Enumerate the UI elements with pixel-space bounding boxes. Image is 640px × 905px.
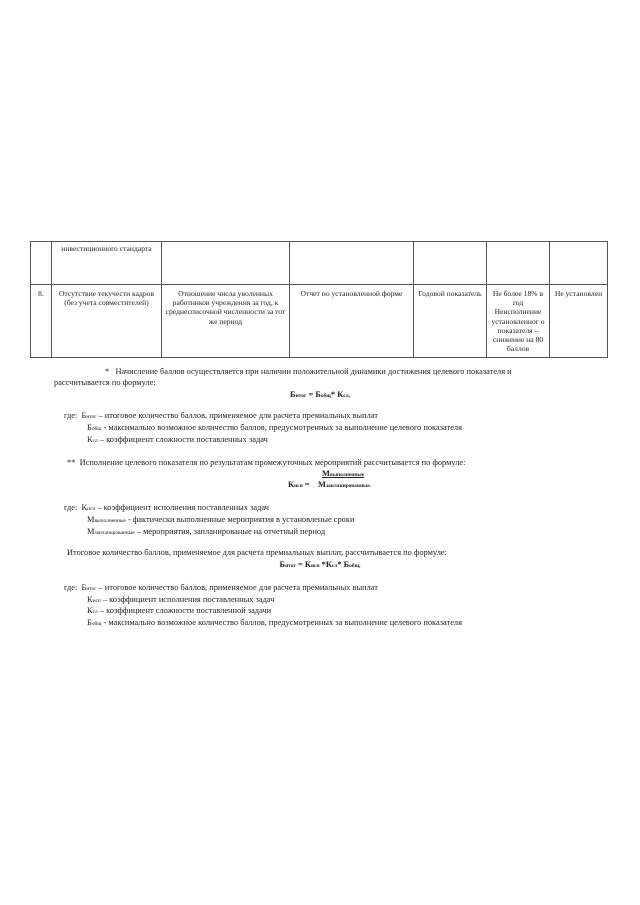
def-symbol: М <box>87 527 95 536</box>
def-text: - максимально возможное количество баллов, предусмотренных за выполнение целевого показателя <box>101 423 462 432</box>
table-row <box>31 285 608 358</box>
indicator-method: Отношение числа уволенных работников учреждения за год, к среднесписочной численности за тот же период <box>162 285 290 358</box>
table-cell <box>31 242 52 285</box>
fraction-numerator <box>322 469 364 481</box>
indicator-last: Не установлен <box>550 285 608 358</box>
def-text: – коэффициент сложности поставленных задач <box>97 435 268 444</box>
formula-sub: общ, <box>349 563 361 569</box>
note1-text: Начисление баллов осуществляется при наличии положительной динамики достижения целевого показателя и <box>115 367 512 376</box>
formula-symbol: *К <box>319 560 332 569</box>
indicator-source: Отчет по установленной форме <box>290 285 414 358</box>
table-cell <box>414 242 487 285</box>
table-cell <box>550 242 608 285</box>
def-sub: запланированные <box>94 530 135 536</box>
formula-sub: запланированные. <box>325 483 371 489</box>
row-number: 8. <box>31 285 52 358</box>
def-symbol: Б <box>87 423 92 432</box>
formula-sub: итог <box>285 563 296 569</box>
def-text: – коэффициент исполнения поставленных задач <box>95 503 269 512</box>
formula-sub: исп <box>294 483 303 489</box>
formula-symbol: * К <box>330 390 344 399</box>
def-text: – коэффициент исполнения поставленных задач <box>100 595 275 604</box>
def-sub: сл <box>92 438 98 444</box>
def-text: – итоговое количество баллов, применяемое для расчета премиальных выплат <box>96 411 378 420</box>
table-cell: инвестиционного стандарта <box>52 242 162 285</box>
where-label: где: <box>64 411 78 420</box>
def-symbol: К <box>87 606 93 615</box>
note1-line1 <box>105 367 512 378</box>
note1-def1 <box>64 411 378 423</box>
note1-def2 <box>87 423 462 435</box>
formula-symbol: = Б <box>306 390 321 399</box>
indicators-table <box>30 241 608 358</box>
def-text: - максимально возможное количество баллов, предусмотренных за выполнение целевого показателя <box>101 618 462 627</box>
formula-symbol: * Б <box>337 560 350 569</box>
indicator-target: Не более 18% в год Неисполнение установленног о показателя – снижение на 80 баллов <box>487 285 550 358</box>
def-sub: исп <box>87 506 96 512</box>
note3-def4 <box>87 618 462 630</box>
formula-symbol: К <box>288 480 295 489</box>
note2-def1 <box>64 503 269 515</box>
def-sub: итог <box>86 586 97 592</box>
note3-def2 <box>87 595 274 607</box>
def-text: - фактически выполненные мероприятия в установленые сроки <box>125 515 355 524</box>
note2-text: Исполнение целевого показателя по результатам промежуточных мероприятий рассчитывается по формуле: <box>79 458 466 467</box>
formula-symbol: = <box>302 480 310 489</box>
note2-def2 <box>87 515 354 527</box>
def-symbol: К <box>87 435 93 444</box>
formula-sub: общ <box>320 393 331 399</box>
def-symbol: М <box>87 515 95 524</box>
def-text: – итоговое количество баллов, применяемое для расчета премиальных выплат <box>96 583 378 592</box>
formula-sub: выполненные <box>329 472 365 478</box>
formula-symbol: М <box>317 480 326 489</box>
footnote-mark: * <box>105 367 110 376</box>
def-sub: выполненные <box>94 518 126 524</box>
def-sub: общ <box>91 426 102 432</box>
def-symbol: Б <box>81 411 87 420</box>
formula-2 <box>288 480 371 492</box>
table-cell <box>487 242 550 285</box>
def-text: – коэффициент сложности поставленной задачи <box>97 606 272 615</box>
indicator-period: Годовой показатель <box>414 285 487 358</box>
def-sub: итог <box>86 414 97 420</box>
def-text: – мероприятия, запланированые на отчетный период <box>134 527 326 536</box>
note3-def1 <box>64 583 378 595</box>
note3-def3 <box>87 606 271 618</box>
def-symbol: К <box>81 503 88 512</box>
formula-3 <box>0 560 640 572</box>
formula-symbol: = К <box>295 560 311 569</box>
footnote-mark: ** <box>67 458 76 467</box>
def-sub: общ <box>91 621 102 627</box>
def-sub: исп <box>92 598 101 604</box>
note1-line2: рассчитывается по формуле: <box>54 378 156 387</box>
where-label: где: <box>64 583 78 592</box>
def-symbol: К <box>87 595 93 604</box>
indicator-name: Отсутствие текучести кадров (без учета совместителей) <box>52 285 162 358</box>
formula-symbol: Б <box>279 560 286 569</box>
formula-symbol: М <box>322 469 330 478</box>
formula-sub: сл, <box>343 393 350 399</box>
formula-1 <box>0 390 640 402</box>
def-symbol: Б <box>87 618 92 627</box>
formula-sub: итог <box>295 393 307 399</box>
table-row <box>31 242 608 285</box>
note2-def3 <box>87 527 325 539</box>
note2-line1 <box>67 458 465 469</box>
formula-sub: исп <box>310 563 320 569</box>
note1-def3 <box>87 435 268 447</box>
table-cell <box>162 242 290 285</box>
where-label: где: <box>64 503 78 512</box>
note3-line1: Итоговое количество баллов, применяемое для расчета премиальных выплат, рассчитывается по формуле: <box>67 548 447 557</box>
formula-sub: сл <box>331 563 338 569</box>
table-cell <box>290 242 414 285</box>
def-symbol: Б <box>81 583 87 592</box>
def-sub: сл <box>92 609 98 615</box>
formula-symbol: Б <box>290 390 296 399</box>
